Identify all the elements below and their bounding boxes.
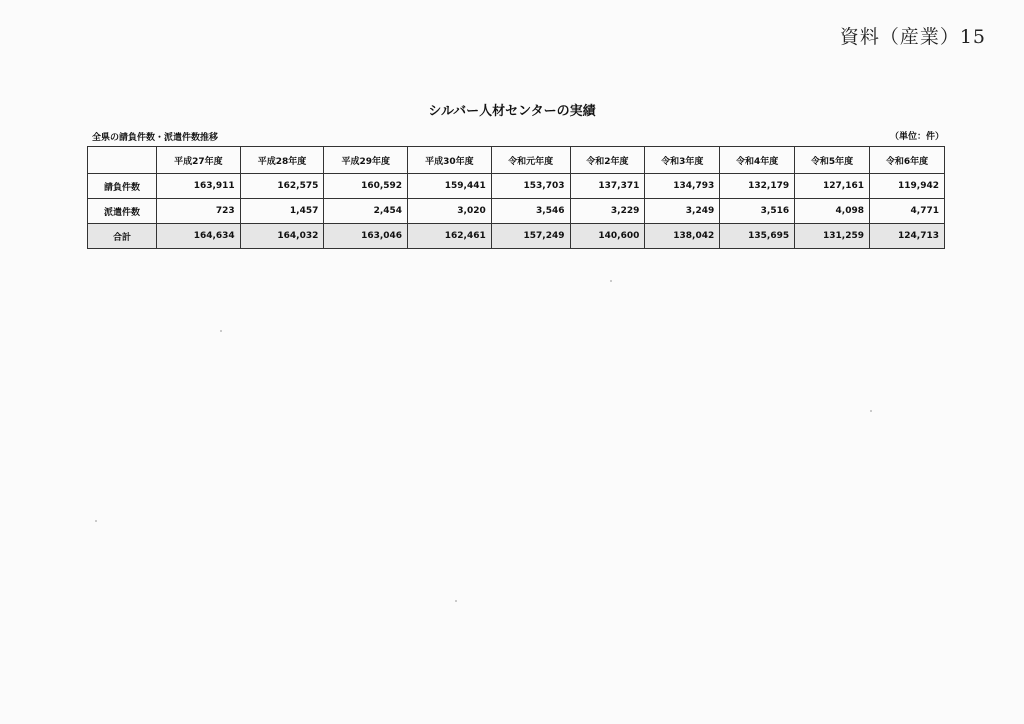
- table-cell: 124,713: [870, 224, 945, 249]
- header-row: [88, 147, 945, 174]
- table-cell: 138,042: [645, 224, 720, 249]
- table-cell: 137,371: [570, 174, 645, 199]
- scan-speck: [95, 520, 97, 522]
- table-cell: 3,546: [491, 199, 570, 224]
- table-cell: 164,634: [157, 224, 241, 249]
- table-cell: 2,454: [324, 199, 408, 224]
- document-title: シルバー人材センターの実績: [428, 104, 596, 119]
- row-label: 合計: [88, 224, 157, 249]
- column-header: 令和4年度: [720, 147, 795, 174]
- column-header: 平成29年度: [324, 147, 408, 174]
- table-cell: 1,457: [240, 199, 324, 224]
- scan-speck: [610, 280, 612, 282]
- results-table: [87, 146, 945, 249]
- table-caption: 全県の請負件数・派遣件数推移: [92, 133, 219, 143]
- table-cell: 3,249: [645, 199, 720, 224]
- table-cell: 140,600: [570, 224, 645, 249]
- column-header: 令和5年度: [795, 147, 870, 174]
- table-cell: 135,695: [720, 224, 795, 249]
- table-row: [88, 199, 945, 224]
- table-cell: 3,020: [408, 199, 492, 224]
- column-header: 平成28年度: [240, 147, 324, 174]
- scan-speck: [220, 330, 222, 332]
- corner-cell: [88, 147, 157, 174]
- table-cell: 4,771: [870, 199, 945, 224]
- table-cell: 162,575: [240, 174, 324, 199]
- table-cell: 4,098: [795, 199, 870, 224]
- table-cell: 160,592: [324, 174, 408, 199]
- table-cell: 134,793: [645, 174, 720, 199]
- column-header: 令和3年度: [645, 147, 720, 174]
- table-cell: 163,046: [324, 224, 408, 249]
- table-cell: 723: [157, 199, 241, 224]
- scan-speck: [455, 600, 457, 602]
- column-header: 平成27年度: [157, 147, 241, 174]
- scan-speck: [870, 410, 872, 412]
- column-header: 令和2年度: [570, 147, 645, 174]
- column-header: 令和6年度: [870, 147, 945, 174]
- table-cell: 164,032: [240, 224, 324, 249]
- table-cell: 132,179: [720, 174, 795, 199]
- column-header: 平成30年度: [408, 147, 492, 174]
- table-cell: 153,703: [491, 174, 570, 199]
- table-cell: 127,161: [795, 174, 870, 199]
- table-cell: 131,259: [795, 224, 870, 249]
- page-label: 資料（産業）15: [839, 26, 986, 48]
- table-row: [88, 174, 945, 199]
- row-label: 派遣件数: [88, 199, 157, 224]
- table-cell: 119,942: [870, 174, 945, 199]
- table-cell: 3,516: [720, 199, 795, 224]
- table-cell: 159,441: [408, 174, 492, 199]
- column-header: 令和元年度: [491, 147, 570, 174]
- unit-label: （単位：件）: [889, 132, 944, 142]
- table-cell: 163,911: [157, 174, 241, 199]
- table-cell: 162,461: [408, 224, 492, 249]
- row-label: 請負件数: [88, 174, 157, 199]
- table-cell: 3,229: [570, 199, 645, 224]
- table-cell: 157,249: [491, 224, 570, 249]
- total-row: [88, 224, 945, 249]
